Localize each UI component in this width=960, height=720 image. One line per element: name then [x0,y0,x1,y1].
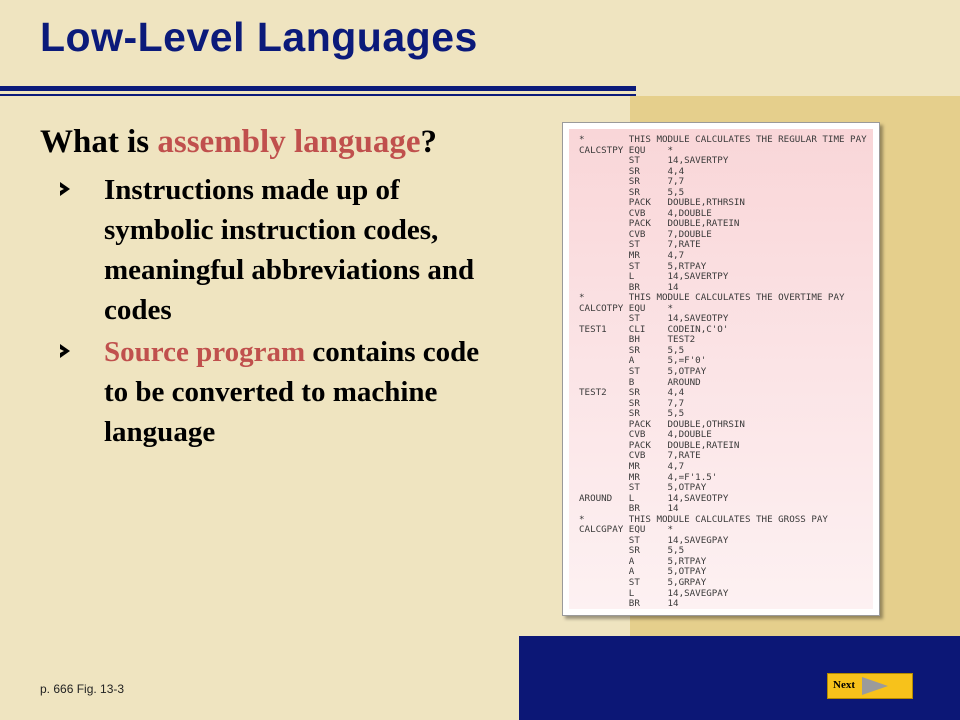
title-divider [0,86,636,91]
question-heading [40,124,437,161]
title-divider-thin [0,94,636,96]
bullet-item [60,332,500,452]
code-figure-background [569,129,873,609]
question-prefix: What is [40,124,158,160]
slide-title: Low-Level Languages [40,14,478,60]
next-button[interactable] [827,673,913,699]
code-figure [562,122,880,616]
assembly-code-listing: * THIS MODULE CALCULATES THE REGULAR TIME PAY CALCSTPY EQU * ST 14,SAVERTPY SR 4,4 SR 7,7 SR 5,5 PACK DOUBLE,RTHRSIN CVB 4,DOUBLE PACK DOUBLE,RATEIN CVB 7,DOUBLE ST 7,RATE MR 4,7 ST 5,RTPAY L 14,SAVERTPY BR 14 * THIS MODULE CALCULATES THE OVERTIME PAY CALCOTPY EQU * ST 14,SAVEOTPY TEST1 CLI CODEIN,C'O' BH TEST2 SR 5,5 A 5,=F'0' ST 5,OTPAY B AROUND TEST2 SR 4,4 SR 7,7 SR 5,5 PACK DOUBLE,OTHRSIN CVB 4,DOUBLE PACK DOUBLE,RATEIN CVB 7,RATE MR 4,7 MR 4,=F'1.5' ST 5,OTPAY AROUND L 14,SAVEOTPY BR 14 * THIS MODULE CALCULATES THE GROSS PAY CALCGPAY EQU * ST 14,SAVEGPAY SR 5,5 A 5,RTPAY A 5,OTPAY ST 5,GRPAY L 14,SAVEGPAY BR 14 [579,134,867,610]
bullet-list [60,170,500,454]
bullet-text: contains code to be converted to machine language [104,336,480,448]
question-highlight: assembly language [157,124,421,160]
figure-caption: p. 666 Fig. 13-3 [40,682,125,696]
next-label: Next [833,679,855,691]
bullet-arrow-icon [60,344,70,358]
bullet-arrow-icon [60,182,70,196]
question-suffix: ? [420,124,437,160]
bullet-item [60,170,500,330]
bullet-text: Instructions made up of symbolic instruction codes, meaningful abbreviations and codes [104,174,475,326]
bullet-highlight: Source program [104,336,306,368]
arrow-right-icon [862,677,888,695]
